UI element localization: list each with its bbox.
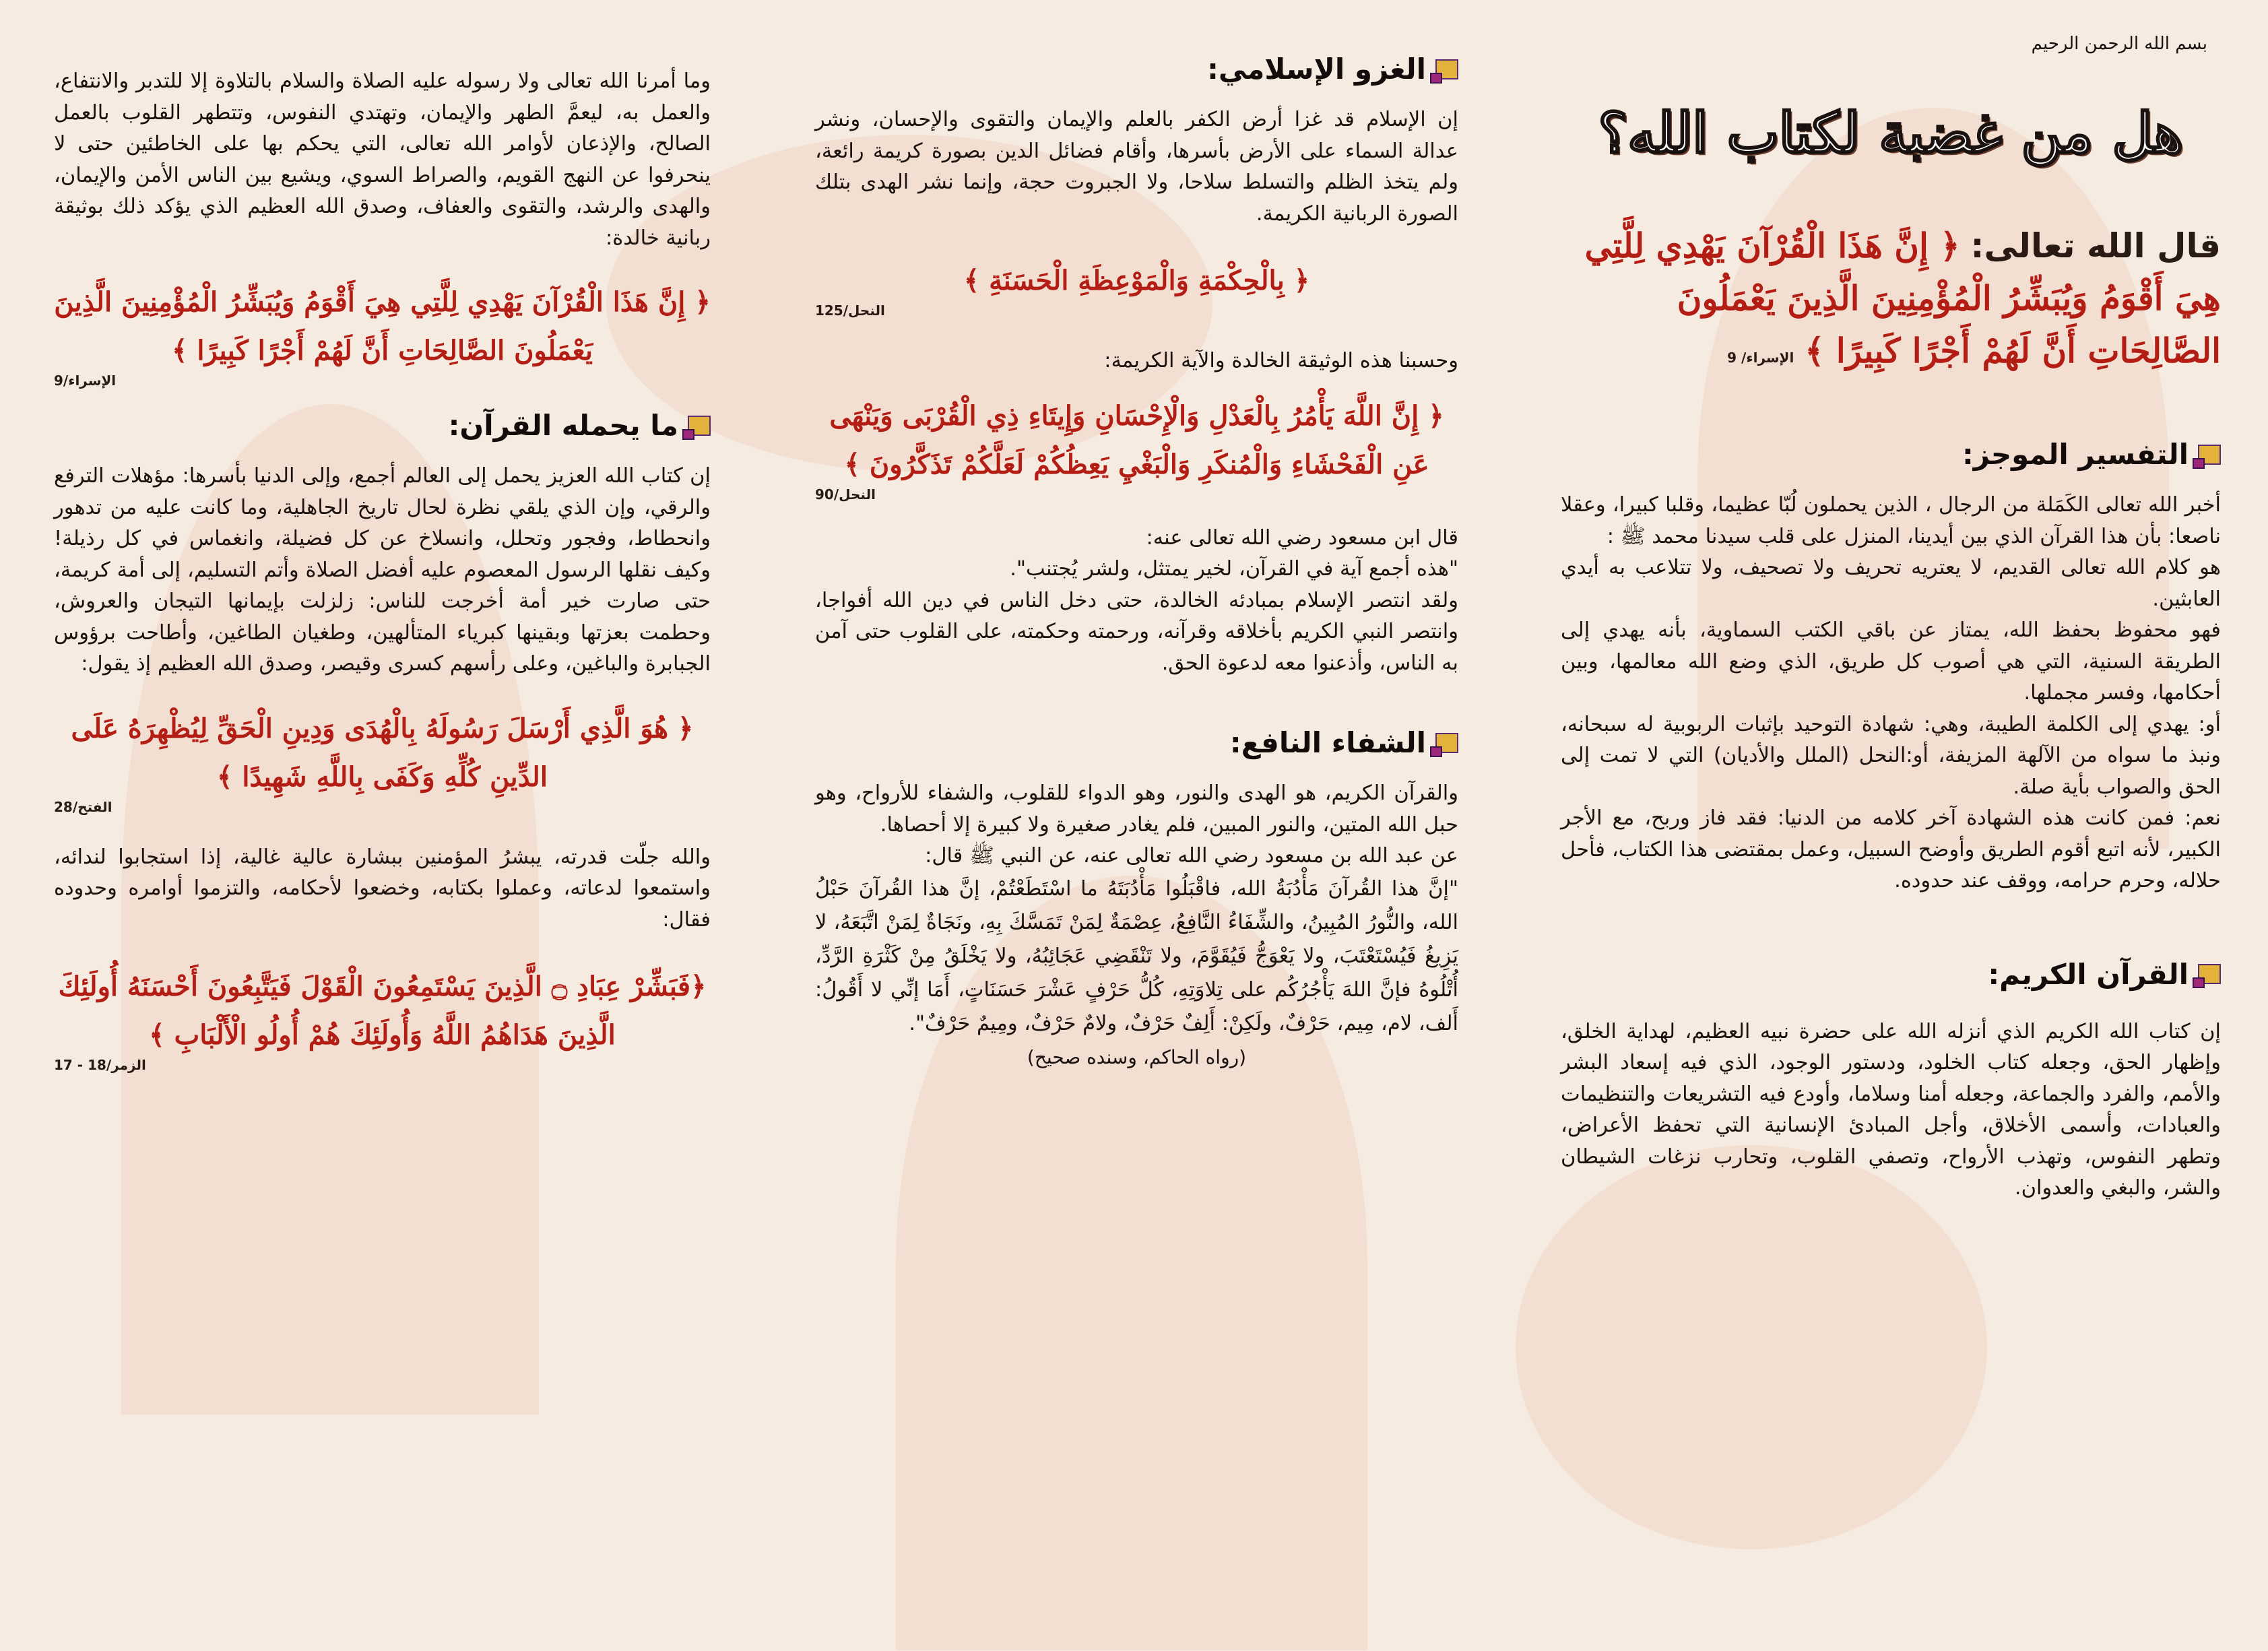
page-title: هل من غضبة لكتاب الله؟ <box>1598 101 2184 166</box>
section-heading-yahmiluhu <box>54 409 711 442</box>
intro-body <box>54 66 711 254</box>
paragraph: نعم: فمن كانت هذه الشهادة آخر كلامه من الدنيا: فقد فاز وربح، مع الأجر الكبير، لأنه اتبع أقوم الطريق وأوضح السبيل، وعمل بمقتضى هذا الكتاب، فأحل حلاله، وحرم حرامه، ووقف عند حدوده. <box>1561 806 2221 893</box>
paragraph: إن كتاب الله الكريم الذي أنزله الله على حضرة نبيه العظيم، لهداية الخلق، وإظهار الحق، وجعله كتاب الخلود، ودستور الوجود، الذي فيه إسعاد البشر والأمم، والفرد والجماعة، وجعله أمنا وسلاما، وأودع فيه التشريعات والتنظيمات والعبادات، وأسمى الأخلاق، وأجل المبادئ الإنسانية التي تحفظ الأعراض، وتطهر النفوس، وتهذب الأرواح، وتصفي القلوب، وتحارب نزغات الشيطان والشر، والبغي والعدوان. <box>1561 1019 2221 1200</box>
paragraph: أخبر الله تعالى الكَمَلة من الرجال ، الذين يحملون لُبّا عظيما، وقلبا كبيرا، وعقلا ناصعا: بأن هذا القرآن الذي بين أيدينا، المنزل على قلب سيدنا محمد ﷺ : <box>1561 493 2221 548</box>
section-heading-shifa <box>815 726 1458 759</box>
paragraph: عن عبد الله بن مسعود رضي الله تعالى عنه، عن النبي ﷺ قال: <box>925 844 1458 868</box>
bullet-squares-icon <box>2198 445 2221 465</box>
verse-reference: النحل/125 <box>815 302 885 319</box>
ibn-masud-body <box>815 523 1458 680</box>
quran-verse: ﴿فَبَشِّرْ عِبَادِ ۝ الَّذِينَ يَسْتَمِعُونَ الْقَوْلَ فَيَتَّبِعُونَ أَحْسَنَهُ أُولَئِكَ الَّذِينَ هَدَاهُمُ اللَّهُ وَأُولَئِكَ هُمْ أُولُو الْأَلْبَابِ ﴾ <box>58 971 707 1051</box>
quran-verse: ﴿ إِنَّ هَذَا الْقُرْآنَ يَهْدِي لِلَّتِي هِيَ أَقْوَمُ وَيُبَشِّرُ الْمُؤْمِنِينَ الَّذِينَ يَعْمَلُونَ الصَّالِحَاتِ أَنَّ لَهُمْ أَجْرًا كَبِيرًا ﴾ <box>54 286 711 366</box>
verse-reference: الفتح/28 <box>54 798 112 815</box>
paragraph: وحسبنا هذه الوثيقة الخالدة والآية الكريمة: <box>1104 349 1458 373</box>
bullet-squares-icon <box>2198 964 2221 984</box>
paragraph: أو: يهدي إلى الكلمة الطيبة، وهي: شهادة التوحيد بإثبات الربوبية له سبحانه، ونبذ ما سواه من الآلهة المزيفة، أو:النحل (الملل والأديان) التي لا تمت إلى الحق والصواب بأية صلة. <box>1561 712 2221 799</box>
paragraph: والقرآن الكريم، هو الهدى والنور، وهو الدواء للقلوب، والشفاء للأرواح، وهو حبل الله المتين، والنور المبين، فلم يغادر صغيرة ولا كبيرة إلا أحصاها. <box>815 781 1458 837</box>
basmala: بسم الله الرحمن الرحيم <box>2031 34 2207 54</box>
verse-reference: النحل/90 <box>815 486 876 503</box>
left-panel <box>27 0 754 1651</box>
paragraph: وما أمرنا الله تعالى ولا رسوله عليه الصلاة والسلام بالتلاوة إلا للتدبر والانتفاع، والعمل به، ليعمَّ الطهر والإيمان، وتهتدي النفوس، وتتطهر القلوب بالعمل الصالح، والإذعان لأوامر الله تعالى، التي يحكم بها على الخاطئين حتى لا ينحرفوا عن النهج القويم، والصراط السوي، ويشيع بين الناس الأمن والإيمان، والهدى والرشد، والتقوى والعفاف، وصدق الله العظيم الذي يؤكد ذلك بوثيقة ربانية خالدة: <box>54 69 711 250</box>
hasbuna-line <box>815 346 1458 377</box>
middle-panel <box>775 0 1509 1651</box>
heading-text: التفسير الموجز: <box>1962 438 2189 471</box>
paragraph: إن كتاب الله العزيز يحمل إلى العالم أجمع، وإلى الدنيا بأسرها: مؤهلات الترفع والرقي، وإن الذي يلقي نظرة لحال تاريخ الجاهلية، وما كانت عليه من تدهور وانحطاط، وفجور وتحلل، وانسلاخ عن كل فضيلة، وانغماس في كل رذيلة! وكيف نقلها الرسول المعصوم عليه أفضل الصلاة وأتم التسليم، إلى أمة كريمة، حتى صارت خير أمة أخرجت للناس: زلزلت بإيمانها التيجان والعروش، وحطمت بعزتها وبقينها كبرياء المتألهين، وطغيان الطاغين، وأطاحت برؤوس الجبابرة والباغين، وعلى رأسهم كسرى وقيصر، وصدق الله العظيم إذ يقول: <box>54 464 711 676</box>
heading-text: القرآن الكريم: <box>1988 957 2189 991</box>
bullet-squares-icon <box>1435 733 1458 753</box>
paragraph: "هذه أجمع آية في القرآن، لخير يمتثل، ولشر يُجتنب". <box>1010 557 1458 581</box>
shifa-body <box>815 778 1458 1041</box>
hadith-text: "إنَّ هذا القُرآنَ مَأْدُبَةُ الله، فاقْبَلُوا مَأْدُبَتَهُ ما اسْتَطَعْتُمْ، إنَّ هذا القُرآنَ حَبْلُ الله، والنُّورُ المُبِينُ، والشِّفَاءُ النَّافِعُ، عِصْمَةٌ لِمَنْ تَمَسَّكَ بِهِ، ونَجَاةٌ لِمَنْ اتَّبَعَهُ، لا يَزِيغُ فَيُسْتَعْتَبَ، ولا يَعْوَجُّ فَيُقَوَّمَ، ولا تَنْقَضِي عَجَائِبُهُ، ولا يَخْلَقُ مِنْ كَثْرَةِ الرَّدِّ، أُتْلُوهُ فإنَّ اللهَ يَأْجُرُكُم على تِلاوَتِهِ، كُلُّ حَرْفٍ عَشْرَ حَسَنَاتٍ، أَمَا إنِّي لا أَقُولُ: أَلف، لام، مِيم، حَرْفٌ، ولَكِنْ: أَلِفٌ حَرْفٌ، ولامٌ حَرْفٌ، ومِيمٌ حَرْفٌ". <box>815 876 1458 1035</box>
paragraph: هو كلام الله تعالى القديم، لا يعتريه تحريف ولا تصحيف، ولا تتلاعب به أيدي العابثين. <box>1561 556 2221 611</box>
section-heading-tafsir <box>1561 438 2221 471</box>
intro-lead: قال الله تعالى: <box>1970 226 2221 265</box>
heading-text: الغزو الإسلامي: <box>1207 53 1426 86</box>
quran-verse: ﴿ بِالْحِكْمَةِ وَالْمَوْعِظَةِ الْحَسَنَةِ ﴾ <box>963 265 1310 296</box>
quran-verse: ﴿ هُوَ الَّذِي أَرْسَلَ رَسُولَهُ بِالْهُدَى وَدِينِ الْحَقِّ لِيُظْهِرَهُ عَلَى الدِّينِ كُلِّهِ وَكَفَى بِاللَّهِ شَهِيدًا ﴾ <box>71 712 694 793</box>
heading-text: ما يحمله القرآن: <box>448 409 678 442</box>
verse-reference: الإسراء/ 9 <box>1727 350 1794 366</box>
bullet-squares-icon <box>688 416 711 436</box>
narration-source: (رواه الحاكم، وسنده صحيح) <box>1027 1045 1247 1068</box>
bullet-squares-icon <box>1435 59 1458 79</box>
section-heading-quran <box>1561 958 2221 991</box>
paragraph: قال ابن مسعود رضي الله تعالى عنه: <box>1146 525 1458 550</box>
paragraph: ولقد انتصر الإسلام بمبادئه الخالدة، حتى دخل الناس في دين الله أفواجا، وانتصر النبي الكريم بأخلاقه وقرآنه، ورحمته وحكمته، على القلوب حتى آمن به الناس، وأذعنوا معه لدعوة الحق. <box>815 588 1458 675</box>
yahmiluhu-body <box>54 461 711 680</box>
section-heading-ghazw <box>815 53 1458 86</box>
verse-reference: الزمر/18 - 17 <box>54 1057 146 1073</box>
quran-body <box>1561 1010 2221 1204</box>
right-panel <box>1534 0 2268 1651</box>
intro-verse: ﴿ إِنَّ هَذَا الْقُرْآنَ يَهْدِي لِلَّتِي هِيَ أَقْوَمُ وَيُبَشِّرُ الْمُؤْمِنِينَ الَّذِينَ يَعْمَلُونَ الصَّالِحَاتِ أَنَّ لَهُمْ أَجْرًا كَبِيرًا ﴾ <box>1584 226 2221 370</box>
heading-text: الشفاء النافع: <box>1229 726 1426 759</box>
tafsir-body <box>1561 490 2221 897</box>
paragraph: إن الإسلام قد غزا أرض الكفر بالعلم والإيمان والتقوى والإحسان، ونشر عدالة السماء على الأرض بأسرها، وأقام فضائل الدين بصورة كريمة رائعة، ولم يتخذ الظلم والتسلط سلاحا، ولا الجبروت حجة، وإنما نشر الهدى بتلك الصورة الربانية الكريمة. <box>815 108 1458 226</box>
bushra-body <box>54 842 711 936</box>
paragraph: والله جلّت قدرته، يبشرُ المؤمنين ببشارة عالية غالية، إذا استجابوا لندائه، واستمعوا لدعاته، وعملوا بكتابه، وخضعوا لأحكامه، والتزموا أوامره وحدوده فقال: <box>54 845 711 932</box>
intro-verse-block <box>1561 220 2221 384</box>
ghazw-body <box>815 104 1458 230</box>
paragraph: فهو محفوظ بحفظ الله، يمتاز عن باقي الكتب السماوية، بأنه يهدي إلى الطريقة السنية، التي هي أصوب كل طريق، الذي وضع الله معالمها، وبين أحكامها، وفسر مجملها. <box>1561 618 2221 705</box>
verse-reference: الإسراء/9 <box>54 373 117 389</box>
quran-verse: ﴿ إِنَّ اللَّهَ يَأْمُرُ بِالْعَدْلِ وَالْإِحْسَانِ وَإِيتَاءِ ذِي الْقُرْبَى وَيَنْهَى عَنِ الْفَحْشَاءِ وَالْمُنكَرِ وَالْبَغْيِ يَعِظُكُمْ لَعَلَّكُمْ تَذَكَّرُونَ ﴾ <box>829 399 1444 480</box>
